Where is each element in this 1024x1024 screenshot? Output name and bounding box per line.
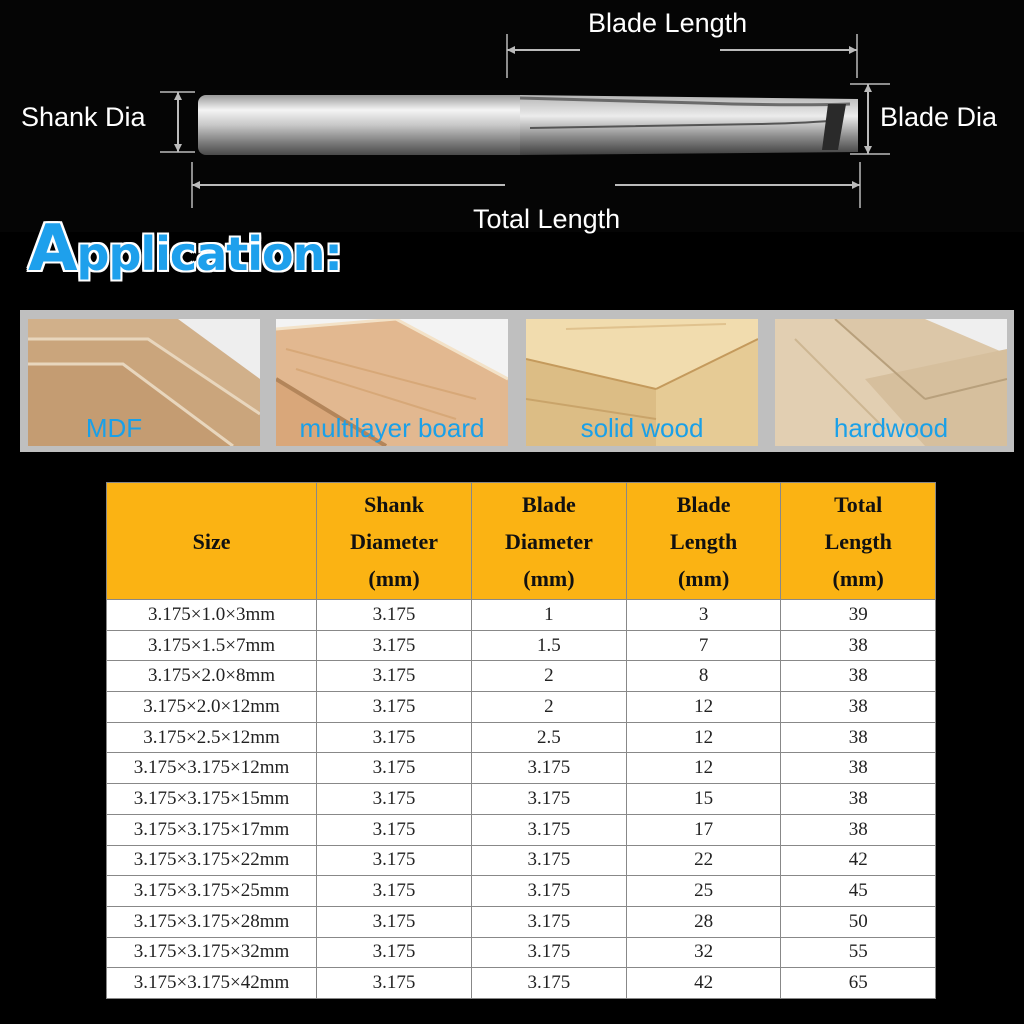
material-label-mdf: MDF <box>85 413 143 443</box>
shank-diameter-cell: 3.175 <box>317 661 472 692</box>
shank-diameter-cell: 3.175 <box>317 968 472 999</box>
shank-shape <box>198 95 528 155</box>
application-heading-rest: pplication: <box>76 227 342 281</box>
header-size: Size <box>107 483 317 600</box>
blade-diameter-cell: 3.175 <box>471 968 626 999</box>
material-tile-multilayer <box>276 319 508 446</box>
total-length-cell: 45 <box>781 876 936 907</box>
blade-length-cell: 12 <box>626 692 781 723</box>
header-blade-length: Blade Length (mm) <box>626 483 781 600</box>
table-header-row <box>107 483 936 600</box>
table-row <box>107 722 936 753</box>
blade-length-cell: 12 <box>626 722 781 753</box>
blade-length-cell: 3 <box>626 600 781 631</box>
blade-dia-label: Blade Dia <box>880 102 998 132</box>
shank-diameter-cell: 3.175 <box>317 876 472 907</box>
table-row <box>107 784 936 815</box>
table-row <box>107 876 936 907</box>
table-row <box>107 692 936 723</box>
total-length-cell: 65 <box>781 968 936 999</box>
shank-diameter-cell: 3.175 <box>317 600 472 631</box>
blade-diameter-cell: 3.175 <box>471 906 626 937</box>
shank-diameter-cell: 3.175 <box>317 692 472 723</box>
shank-diameter-cell: 3.175 <box>317 937 472 968</box>
total-length-cell: 38 <box>781 692 936 723</box>
router-bit-image <box>0 0 1024 232</box>
blade-length-label: Blade Length <box>588 8 748 38</box>
total-length-cell: 38 <box>781 630 936 661</box>
total-length-cell: 39 <box>781 600 936 631</box>
table-row <box>107 814 936 845</box>
header-total-length: Total Length (mm) <box>781 483 936 600</box>
size-cell: 3.175×3.175×25mm <box>107 876 317 907</box>
blade-diameter-cell: 2 <box>471 692 626 723</box>
material-label-solid-wood: solid wood <box>580 413 704 443</box>
blade-diameter-cell: 3.175 <box>471 937 626 968</box>
total-length-cell: 42 <box>781 845 936 876</box>
table-row <box>107 630 936 661</box>
shank-diameter-cell: 3.175 <box>317 722 472 753</box>
material-tile-hardwood <box>775 319 1007 446</box>
application-heading <box>28 212 342 286</box>
total-length-cell: 38 <box>781 661 936 692</box>
materials-strip <box>20 310 1014 452</box>
size-cell: 3.175×2.5×12mm <box>107 722 317 753</box>
total-length-cell: 55 <box>781 937 936 968</box>
size-cell: 3.175×3.175×15mm <box>107 784 317 815</box>
blade-diameter-cell: 2.5 <box>471 722 626 753</box>
table-body <box>107 600 936 999</box>
blade-length-cell: 17 <box>626 814 781 845</box>
size-cell: 3.175×2.0×8mm <box>107 661 317 692</box>
shank-diameter-cell: 3.175 <box>317 845 472 876</box>
size-cell: 3.175×3.175×17mm <box>107 814 317 845</box>
total-length-cell: 38 <box>781 814 936 845</box>
material-label-multilayer: multilayer board <box>299 413 485 443</box>
size-cell: 3.175×3.175×12mm <box>107 753 317 784</box>
total-length-cell: 38 <box>781 722 936 753</box>
shank-diameter-cell: 3.175 <box>317 814 472 845</box>
total-length-cell: 38 <box>781 784 936 815</box>
blade-length-cell: 22 <box>626 845 781 876</box>
blade-diameter-cell: 1 <box>471 600 626 631</box>
size-cell: 3.175×3.175×22mm <box>107 845 317 876</box>
table-row <box>107 753 936 784</box>
table-row <box>107 661 936 692</box>
material-tile-solid-wood <box>526 319 758 446</box>
total-length-cell: 38 <box>781 753 936 784</box>
blade-diameter-cell: 1.5 <box>471 630 626 661</box>
size-cell: 3.175×1.5×7mm <box>107 630 317 661</box>
shank-dia-label: Shank Dia <box>21 102 146 132</box>
blade-diameter-cell: 3.175 <box>471 845 626 876</box>
blade-diameter-cell: 3.175 <box>471 753 626 784</box>
size-cell: 3.175×3.175×28mm <box>107 906 317 937</box>
header-shank-diameter: Shank Diameter (mm) <box>317 483 472 600</box>
blade-length-cell: 8 <box>626 661 781 692</box>
blade-length-cell: 7 <box>626 630 781 661</box>
material-label-hardwood: hardwood <box>833 413 949 443</box>
blade-length-cell: 12 <box>626 753 781 784</box>
blade-diameter-cell: 3.175 <box>471 876 626 907</box>
table-row <box>107 906 936 937</box>
table-row <box>107 600 936 631</box>
shank-diameter-cell: 3.175 <box>317 753 472 784</box>
bit-dimension-diagram <box>0 0 1024 232</box>
blade-diameter-cell: 3.175 <box>471 814 626 845</box>
blade-length-cell: 25 <box>626 876 781 907</box>
application-heading-initial: A <box>28 212 77 286</box>
blade-length-cell: 28 <box>626 906 781 937</box>
blade-diameter-cell: 3.175 <box>471 784 626 815</box>
table-row <box>107 968 936 999</box>
total-length-cell: 50 <box>781 906 936 937</box>
table-row <box>107 937 936 968</box>
size-cell: 3.175×1.0×3mm <box>107 600 317 631</box>
size-cell: 3.175×3.175×32mm <box>107 937 317 968</box>
blade-length-cell: 32 <box>626 937 781 968</box>
blade-length-cell: 42 <box>626 968 781 999</box>
size-cell: 3.175×2.0×12mm <box>107 692 317 723</box>
blade-diameter-cell: 2 <box>471 661 626 692</box>
table-row <box>107 845 936 876</box>
size-cell: 3.175×3.175×42mm <box>107 968 317 999</box>
total-length-label: Total Length <box>473 204 621 234</box>
shank-diameter-cell: 3.175 <box>317 784 472 815</box>
blade-length-cell: 15 <box>626 784 781 815</box>
shank-diameter-cell: 3.175 <box>317 630 472 661</box>
header-blade-diameter: Blade Diameter (mm) <box>471 483 626 600</box>
shank-diameter-cell: 3.175 <box>317 906 472 937</box>
spec-table <box>106 482 936 999</box>
material-tile-mdf <box>28 319 260 446</box>
